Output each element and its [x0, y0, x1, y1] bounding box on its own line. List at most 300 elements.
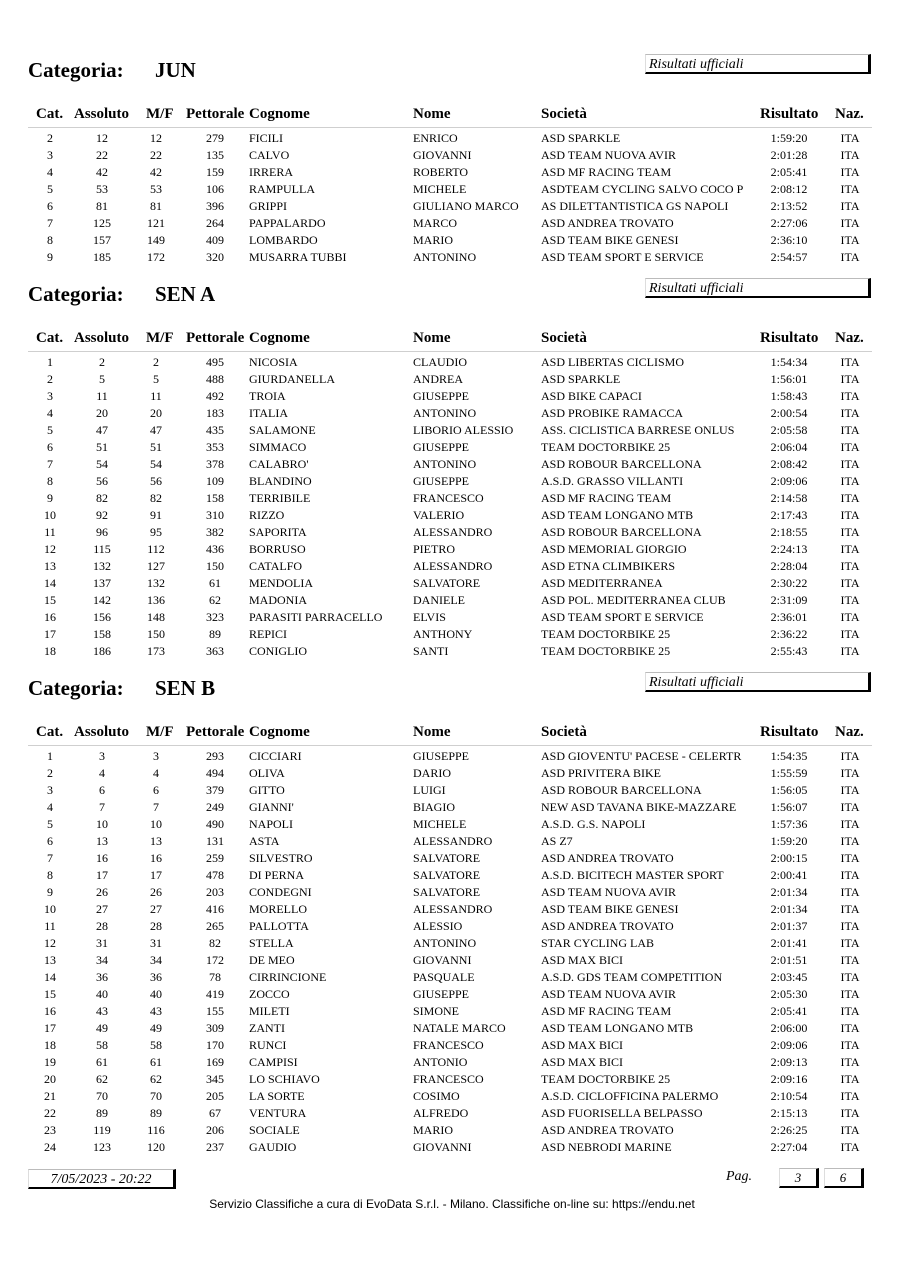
- cell-naz: ITA: [840, 372, 860, 386]
- cell-naz: ITA: [840, 627, 860, 641]
- table-row: [0, 592, 904, 609]
- cell-mf: 91: [150, 508, 162, 522]
- cell-naz: ITA: [840, 593, 860, 607]
- header-divider: [28, 351, 872, 352]
- cell-nome: GIUSEPPE: [413, 749, 470, 763]
- cell-nome: ALESSIO: [413, 919, 463, 933]
- col-mf: M/F: [146, 106, 174, 122]
- cell-mf: 3: [153, 749, 159, 763]
- cell-risultato: 2:14:58: [770, 491, 808, 505]
- cell-risultato: 2:09:13: [770, 1055, 808, 1069]
- cell-cognome: CONDEGNI: [249, 885, 312, 899]
- cell-mf: 7: [153, 800, 159, 814]
- cell-mf: 61: [150, 1055, 162, 1069]
- cell-pettorale: 172: [206, 953, 224, 967]
- cell-cat: 4: [47, 800, 53, 814]
- cell-cat: 6: [47, 199, 53, 213]
- cell-pettorale: 436: [206, 542, 224, 556]
- cell-cognome: ITALIA: [249, 406, 289, 420]
- cell-nome: GIOVANNI: [413, 148, 472, 162]
- cell-mf: 120: [147, 1140, 165, 1154]
- cell-naz: ITA: [840, 440, 860, 454]
- cell-mf: 47: [150, 423, 162, 437]
- cell-assoluto: 4: [99, 766, 105, 780]
- cell-cognome: STELLA: [249, 936, 294, 950]
- cell-societa: ASD ANDREA TROVATO: [541, 919, 674, 933]
- col-mf: M/F: [146, 724, 174, 740]
- cell-pettorale: 237: [206, 1140, 224, 1154]
- cell-nome: GIULIANO MARCO: [413, 199, 519, 213]
- cell-nome: ALESSANDRO: [413, 902, 493, 916]
- cell-naz: ITA: [840, 1140, 860, 1154]
- table-row: [0, 164, 904, 181]
- table-row: [0, 1088, 904, 1105]
- cell-cognome: MADONIA: [249, 593, 307, 607]
- cell-naz: ITA: [840, 1106, 860, 1120]
- cell-cognome: SAPORITA: [249, 525, 307, 539]
- cell-naz: ITA: [840, 644, 860, 658]
- cell-pettorale: 158: [206, 491, 224, 505]
- cell-assoluto: 89: [96, 1106, 108, 1120]
- cell-mf: 127: [147, 559, 165, 573]
- table-row: [0, 198, 904, 215]
- cell-pettorale: 169: [206, 1055, 224, 1069]
- cell-mf: 4: [153, 766, 159, 780]
- cell-mf: 31: [150, 936, 162, 950]
- cell-societa: ASD MAX BICI: [541, 1055, 624, 1069]
- cell-societa: ASD MEDITERRANEA: [541, 576, 663, 590]
- cell-cognome: LOMBARDO: [249, 233, 318, 247]
- cell-societa: ASD MAX BICI: [541, 1038, 624, 1052]
- cell-assoluto: 58: [96, 1038, 108, 1052]
- cell-cat: 17: [44, 1021, 56, 1035]
- table-row: [0, 799, 904, 816]
- table-row: [0, 473, 904, 490]
- cell-assoluto: 96: [96, 525, 108, 539]
- table-header: [0, 330, 904, 350]
- cell-cognome: BLANDINO: [249, 474, 312, 488]
- cell-risultato: 1:56:01: [770, 372, 808, 386]
- cell-naz: ITA: [840, 406, 860, 420]
- col-pettorale: Pettorale: [186, 330, 245, 346]
- cell-mf: 148: [147, 610, 165, 624]
- table-header: [0, 106, 904, 126]
- cell-nome: MARCO: [413, 216, 458, 230]
- cell-assoluto: 132: [93, 559, 111, 573]
- cell-societa: ASD LIBERTAS CICLISMO: [541, 355, 684, 369]
- cell-cognome: SALAMONE: [249, 423, 316, 437]
- cell-cognome: VENTURA: [249, 1106, 307, 1120]
- cell-naz: ITA: [840, 766, 860, 780]
- cell-risultato: 1:56:05: [770, 783, 808, 797]
- table-row: [0, 232, 904, 249]
- table-row: [0, 439, 904, 456]
- table-header: [0, 724, 904, 744]
- cell-assoluto: 10: [96, 817, 108, 831]
- cell-naz: ITA: [840, 182, 860, 196]
- cell-nome: ANTONIO: [413, 1055, 468, 1069]
- cell-societa: ASD BIKE CAPACI: [541, 389, 642, 403]
- cell-nome: SANTI: [413, 644, 449, 658]
- cell-societa: AS Z7: [541, 834, 573, 848]
- cell-cat: 7: [47, 851, 53, 865]
- cell-societa: ASD TEAM SPORT E SERVICE: [541, 610, 704, 624]
- table-row: [0, 354, 904, 371]
- cell-cognome: MORELLO: [249, 902, 307, 916]
- cell-assoluto: 158: [93, 627, 111, 641]
- cell-risultato: 2:05:30: [770, 987, 808, 1001]
- cell-naz: ITA: [840, 1055, 860, 1069]
- cell-nome: MICHELE: [413, 182, 467, 196]
- cell-societa: ASD FUORISELLA BELPASSO: [541, 1106, 703, 1120]
- cell-cat: 7: [47, 216, 53, 230]
- cell-naz: ITA: [840, 525, 860, 539]
- cell-risultato: 1:55:59: [770, 766, 808, 780]
- cell-societa: ASDTEAM CYCLING SALVO COCO P: [541, 182, 744, 196]
- cell-risultato: 2:55:43: [770, 644, 808, 658]
- cell-pettorale: 495: [206, 355, 224, 369]
- cell-nome: MARIO: [413, 1123, 454, 1137]
- cell-cognome: PAPPALARDO: [249, 216, 326, 230]
- cell-nome: ALESSANDRO: [413, 834, 493, 848]
- table-row: [0, 371, 904, 388]
- category-name: SEN A: [155, 282, 216, 306]
- cell-societa: ASD ROBOUR BARCELLONA: [541, 783, 702, 797]
- cell-naz: ITA: [840, 165, 860, 179]
- cell-cognome: GITTO: [249, 783, 285, 797]
- cell-nome: MICHELE: [413, 817, 467, 831]
- cell-cat: 3: [47, 389, 53, 403]
- cell-naz: ITA: [840, 834, 860, 848]
- table-row: [0, 130, 904, 147]
- cell-pettorale: 435: [206, 423, 224, 437]
- cell-cat: 20: [44, 1072, 56, 1086]
- cell-pettorale: 490: [206, 817, 224, 831]
- cell-naz: ITA: [840, 610, 860, 624]
- table-row: [0, 558, 904, 575]
- cell-nome: SALVATORE: [413, 868, 481, 882]
- cell-cognome: GIANNI': [249, 800, 294, 814]
- table-row: [0, 1037, 904, 1054]
- cell-naz: ITA: [840, 199, 860, 213]
- cell-naz: ITA: [840, 1004, 860, 1018]
- cell-assoluto: 92: [96, 508, 108, 522]
- cell-risultato: 2:54:57: [770, 250, 808, 264]
- cell-mf: 22: [150, 148, 162, 162]
- cell-cat: 6: [47, 440, 53, 454]
- cell-assoluto: 42: [96, 165, 108, 179]
- cell-cat: 15: [44, 987, 56, 1001]
- cell-societa: ASD ROBOUR BARCELLONA: [541, 457, 702, 471]
- cell-mf: 112: [147, 542, 165, 556]
- col-risultato: Risultato: [760, 330, 819, 346]
- cell-assoluto: 27: [96, 902, 108, 916]
- cell-pettorale: 363: [206, 644, 224, 658]
- cell-cat: 6: [47, 834, 53, 848]
- cell-naz: ITA: [840, 576, 860, 590]
- cell-risultato: 2:18:55: [770, 525, 808, 539]
- cell-societa: TEAM DOCTORBIKE 25: [541, 440, 671, 454]
- cell-mf: 150: [147, 627, 165, 641]
- cell-societa: ASD TEAM BIKE GENESI: [541, 902, 679, 916]
- cell-naz: ITA: [840, 953, 860, 967]
- cell-cat: 7: [47, 457, 53, 471]
- cell-societa: ASD PRIVITERA BIKE: [541, 766, 662, 780]
- cell-nome: ANDREA: [413, 372, 463, 386]
- cell-assoluto: 7: [99, 800, 105, 814]
- cell-risultato: 2:08:42: [770, 457, 808, 471]
- cell-nome: FRANCESCO: [413, 1038, 484, 1052]
- cell-mf: 173: [147, 644, 165, 658]
- cell-mf: 49: [150, 1021, 162, 1035]
- cell-cat: 5: [47, 423, 53, 437]
- cell-cognome: REPICI: [249, 627, 288, 641]
- cell-risultato: 2:06:00: [770, 1021, 808, 1035]
- cell-nome: SIMONE: [413, 1004, 460, 1018]
- cell-pettorale: 494: [206, 766, 224, 780]
- cell-pettorale: 259: [206, 851, 224, 865]
- cell-pettorale: 409: [206, 233, 224, 247]
- table-row: [0, 1054, 904, 1071]
- cell-nome: GIUSEPPE: [413, 389, 470, 403]
- cell-mf: 62: [150, 1072, 162, 1086]
- cell-pettorale: 264: [206, 216, 224, 230]
- cell-societa: ASD TEAM NUOVA AVIR: [541, 885, 677, 899]
- cell-assoluto: 13: [96, 834, 108, 848]
- cell-mf: 51: [150, 440, 162, 454]
- table-row: [0, 147, 904, 164]
- cell-societa: TEAM DOCTORBIKE 25: [541, 644, 671, 658]
- col-assoluto: Assoluto: [74, 330, 130, 346]
- cell-cat: 11: [44, 525, 56, 539]
- cell-pettorale: 62: [209, 593, 221, 607]
- cell-societa: ASD TEAM NUOVA AVIR: [541, 148, 677, 162]
- cell-assoluto: 20: [96, 406, 108, 420]
- table-row: [0, 507, 904, 524]
- cell-naz: ITA: [840, 800, 860, 814]
- cell-nome: NATALE MARCO: [413, 1021, 506, 1035]
- cell-pettorale: 310: [206, 508, 224, 522]
- cell-cognome: CAMPISI: [249, 1055, 298, 1069]
- cell-cat: 11: [44, 919, 56, 933]
- cell-assoluto: 49: [96, 1021, 108, 1035]
- cell-pettorale: 131: [206, 834, 224, 848]
- cell-assoluto: 31: [96, 936, 108, 950]
- cell-mf: 2: [153, 355, 159, 369]
- cell-societa: ASD ETNA CLIMBIKERS: [541, 559, 676, 573]
- cell-societa: ASD MAX BICI: [541, 953, 624, 967]
- table-row: [0, 215, 904, 232]
- cell-risultato: 2:36:10: [770, 233, 808, 247]
- table-row: [0, 867, 904, 884]
- col-risultato: Risultato: [760, 724, 819, 740]
- cell-cat: 12: [44, 542, 56, 556]
- cell-pettorale: 135: [206, 148, 224, 162]
- cell-cognome: BORRUSO: [249, 542, 306, 556]
- cell-societa: ASD TEAM LONGANO MTB: [541, 1021, 694, 1035]
- cell-pettorale: 488: [206, 372, 224, 386]
- cell-cat: 2: [47, 372, 53, 386]
- cell-mf: 58: [150, 1038, 162, 1052]
- cell-risultato: 2:00:54: [770, 406, 808, 420]
- cell-cognome: FICILI: [249, 131, 283, 145]
- cell-cat: 4: [47, 406, 53, 420]
- print-date: 7/05/2023 - 20:22: [28, 1169, 176, 1189]
- table-row: [0, 884, 904, 901]
- col-pettorale: Pettorale: [186, 724, 245, 740]
- cell-assoluto: 115: [93, 542, 111, 556]
- cell-cognome: SILVESTRO: [249, 851, 313, 865]
- cell-nome: GIUSEPPE: [413, 474, 470, 488]
- cell-cat: 23: [44, 1123, 56, 1137]
- cell-naz: ITA: [840, 868, 860, 882]
- cell-nome: FRANCESCO: [413, 1072, 484, 1086]
- cell-mf: 89: [150, 1106, 162, 1120]
- cell-pettorale: 205: [206, 1089, 224, 1103]
- cell-risultato: 2:36:01: [770, 610, 808, 624]
- cell-nome: ROBERTO: [413, 165, 469, 179]
- cell-assoluto: 2: [99, 355, 105, 369]
- cell-nome: PASQUALE: [413, 970, 475, 984]
- cell-societa: ASD MEMORIAL GIORGIO: [541, 542, 687, 556]
- cell-societa: ASS. CICLISTICA BARRESE ONLUS: [541, 423, 735, 437]
- cell-cognome: TROIA: [249, 389, 286, 403]
- cell-societa: ASD ROBOUR BARCELLONA: [541, 525, 702, 539]
- cell-assoluto: 62: [96, 1072, 108, 1086]
- cell-cat: 13: [44, 953, 56, 967]
- cell-cognome: RAMPULLA: [249, 182, 316, 196]
- category-label: Categoria:: [28, 676, 124, 700]
- cell-societa: ASD TEAM LONGANO MTB: [541, 508, 694, 522]
- table-row: [0, 765, 904, 782]
- cell-naz: ITA: [840, 1072, 860, 1086]
- category-name: SEN B: [155, 676, 216, 700]
- cell-assoluto: 157: [93, 233, 111, 247]
- cell-assoluto: 142: [93, 593, 111, 607]
- cell-cognome: ASTA: [249, 834, 280, 848]
- cell-cat: 8: [47, 474, 53, 488]
- cell-nome: ANTONINO: [413, 250, 477, 264]
- cell-societa: ASD ANDREA TROVATO: [541, 851, 674, 865]
- cell-societa: STAR CYCLING LAB: [541, 936, 655, 950]
- cell-mf: 54: [150, 457, 162, 471]
- cell-assoluto: 40: [96, 987, 108, 1001]
- col-cat: Cat.: [36, 724, 64, 740]
- cell-societa: A.S.D. GRASSO VILLANTI: [541, 474, 684, 488]
- cell-naz: ITA: [840, 216, 860, 230]
- cell-cat: 21: [44, 1089, 56, 1103]
- cell-nome: ALFREDO: [413, 1106, 469, 1120]
- col-societa: Società: [541, 330, 587, 346]
- cell-mf: 26: [150, 885, 162, 899]
- header-divider: [28, 127, 872, 128]
- cell-naz: ITA: [840, 131, 860, 145]
- cell-pettorale: 379: [206, 783, 224, 797]
- cell-risultato: 2:30:22: [770, 576, 808, 590]
- cell-risultato: 2:01:41: [770, 936, 808, 950]
- cell-assoluto: 56: [96, 474, 108, 488]
- cell-cat: 8: [47, 868, 53, 882]
- cell-risultato: 2:13:52: [770, 199, 808, 213]
- cell-cat: 10: [44, 902, 56, 916]
- cell-mf: 121: [147, 216, 165, 230]
- cell-societa: AS DILETTANTISTICA GS NAPOLI: [541, 199, 729, 213]
- table-row: [0, 575, 904, 592]
- cell-nome: ALESSANDRO: [413, 559, 493, 573]
- cell-mf: 53: [150, 182, 162, 196]
- table-row: [0, 490, 904, 507]
- cell-societa: A.S.D. GDS TEAM COMPETITION: [541, 970, 723, 984]
- cell-naz: ITA: [840, 355, 860, 369]
- cell-assoluto: 119: [93, 1123, 111, 1137]
- cell-cat: 5: [47, 817, 53, 831]
- header-divider: [28, 745, 872, 746]
- cell-mf: 11: [150, 389, 162, 403]
- col-assoluto: Assoluto: [74, 106, 130, 122]
- cell-naz: ITA: [840, 508, 860, 522]
- cell-mf: 132: [147, 576, 165, 590]
- cell-societa: ASD MF RACING TEAM: [541, 165, 672, 179]
- cell-assoluto: 125: [93, 216, 111, 230]
- cell-nome: BIAGIO: [413, 800, 455, 814]
- cell-naz: ITA: [840, 474, 860, 488]
- cell-nome: GIOVANNI: [413, 1140, 472, 1154]
- table-row: [0, 918, 904, 935]
- cell-risultato: 2:28:04: [770, 559, 808, 573]
- cell-naz: ITA: [840, 987, 860, 1001]
- cell-cognome: CONIGLIO: [249, 644, 307, 658]
- cell-nome: SALVATORE: [413, 885, 481, 899]
- table-row: [0, 986, 904, 1003]
- cell-societa: ASD TEAM SPORT E SERVICE: [541, 250, 704, 264]
- table-row: [0, 405, 904, 422]
- cell-nome: ANTONINO: [413, 406, 477, 420]
- table-row: [0, 1139, 904, 1156]
- cell-assoluto: 51: [96, 440, 108, 454]
- cell-risultato: 2:08:12: [770, 182, 808, 196]
- cell-cat: 4: [47, 165, 53, 179]
- cell-pettorale: 279: [206, 131, 224, 145]
- cell-risultato: 2:03:45: [770, 970, 808, 984]
- cell-assoluto: 137: [93, 576, 111, 590]
- cell-cognome: CALABRO': [249, 457, 309, 471]
- cell-assoluto: 26: [96, 885, 108, 899]
- cell-risultato: 2:01:51: [770, 953, 808, 967]
- cell-mf: 40: [150, 987, 162, 1001]
- cell-cognome: LA SORTE: [249, 1089, 305, 1103]
- cell-pettorale: 378: [206, 457, 224, 471]
- table-row: [0, 249, 904, 266]
- cell-nome: ELVIS: [413, 610, 446, 624]
- cell-mf: 13: [150, 834, 162, 848]
- cell-pettorale: 293: [206, 749, 224, 763]
- cell-nome: ANTONINO: [413, 457, 477, 471]
- table-row: [0, 850, 904, 867]
- cell-cognome: PALLOTTA: [249, 919, 309, 933]
- cell-nome: GIUSEPPE: [413, 440, 470, 454]
- cell-naz: ITA: [840, 148, 860, 162]
- category-label: Categoria:: [28, 58, 124, 82]
- col-naz: Naz.: [835, 330, 864, 346]
- cell-naz: ITA: [840, 1038, 860, 1052]
- table-row: [0, 1003, 904, 1020]
- col-pettorale: Pettorale: [186, 106, 245, 122]
- cell-cat: 8: [47, 233, 53, 247]
- cell-assoluto: 11: [96, 389, 108, 403]
- cell-assoluto: 185: [93, 250, 111, 264]
- cell-risultato: 1:58:43: [770, 389, 808, 403]
- cell-nome: SALVATORE: [413, 851, 481, 865]
